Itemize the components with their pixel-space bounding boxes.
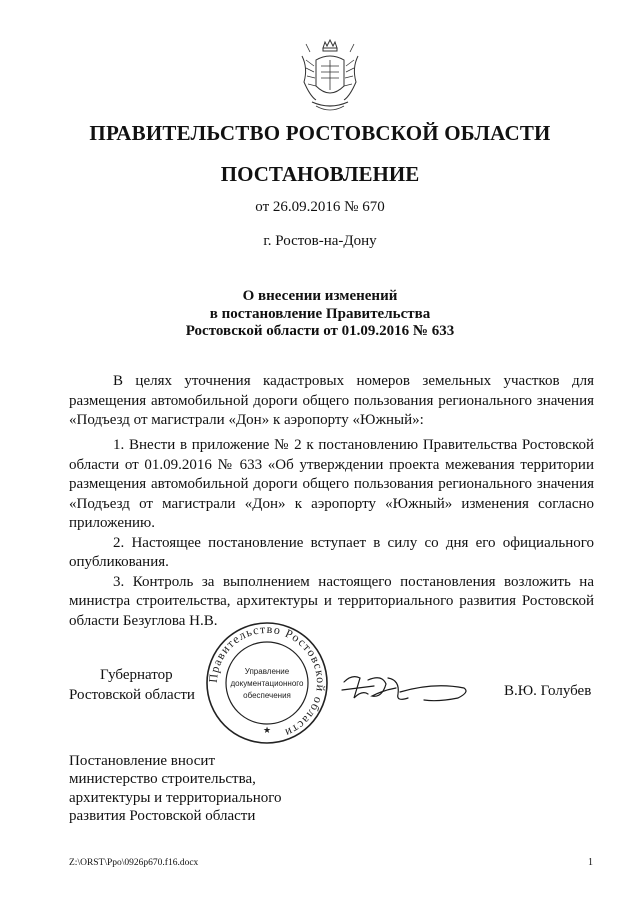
seal-star-icon: ★	[262, 725, 272, 735]
position-line: Губернатор	[100, 667, 173, 683]
preamble	[69, 372, 594, 431]
subject-line: Ростовской области от 01.09.2016 № 633	[185, 323, 455, 339]
submitted-line: Постановление вносит	[69, 753, 216, 769]
seal-inner-line: обеспечения	[243, 691, 291, 700]
subject-line: О внесении изменений	[242, 288, 398, 304]
seal-inner-line: документационного	[230, 679, 304, 688]
resolution-item: 2. Настоящее постановление вступает в силу со дня его официального опубликования.	[69, 534, 594, 570]
submitted-line: архитектуры и территориального	[69, 789, 282, 806]
rostov-oblast-coat-of-arms-icon	[296, 38, 364, 118]
official-seal	[204, 620, 330, 746]
resolution-item: 1. Внести в приложение № 2 к постановлению Правительства Ростовской области от 01.09.2016 № 633 «Об утверждении проекта межевания территории размещения автомобильной дороги общего пользования регионального значения «Подъезд от магистрали «Дон» к аэропорту «Южный» изменения согласно приложению.	[69, 437, 594, 531]
signatory-position	[69, 666, 195, 705]
position-line: Ростовской области	[69, 686, 195, 703]
seal-ring-text: Правительство Ростовской области	[205, 621, 329, 741]
signatory-name: В.Ю. Голубев	[504, 683, 592, 699]
document-type: ПОСТАНОВЛЕНИЕ	[220, 162, 420, 186]
government-title: ПРАВИТЕЛЬСТВО РОСТОВСКОЙ ОБЛАСТИ	[89, 121, 551, 145]
handwritten-signature	[338, 668, 473, 708]
submitted-by	[69, 752, 282, 825]
submitted-line: министерство строительства,	[69, 771, 256, 788]
submitted-line: развития Ростовской области	[69, 807, 256, 824]
preamble-text: В целях уточнения кадастровых номеров земельных участков для размещения автомобильной дороги общего пользования регионального значения «Подъезд от магистрали «Дон» к аэропорту «Южный»:	[69, 373, 594, 428]
resolution-items	[69, 436, 594, 631]
page-number: 1	[588, 857, 593, 868]
document-subject	[0, 288, 640, 341]
subject-line: в постановление Правительства	[209, 305, 431, 322]
seal-inner-line: Управление	[244, 667, 290, 676]
footer-file-path: Z:\ORST\Ppo\0926p670.f16.docx	[69, 858, 199, 868]
resolution-item: 3. Контроль за выполнением настоящего постановления возложить на министра строительства, архитектуры и территориального развития Ростовской области Безуглова Н.В.	[69, 573, 594, 629]
date-number: от 26.09.2016 № 670	[255, 199, 385, 215]
city: г. Ростов-на-Дону	[263, 233, 377, 249]
